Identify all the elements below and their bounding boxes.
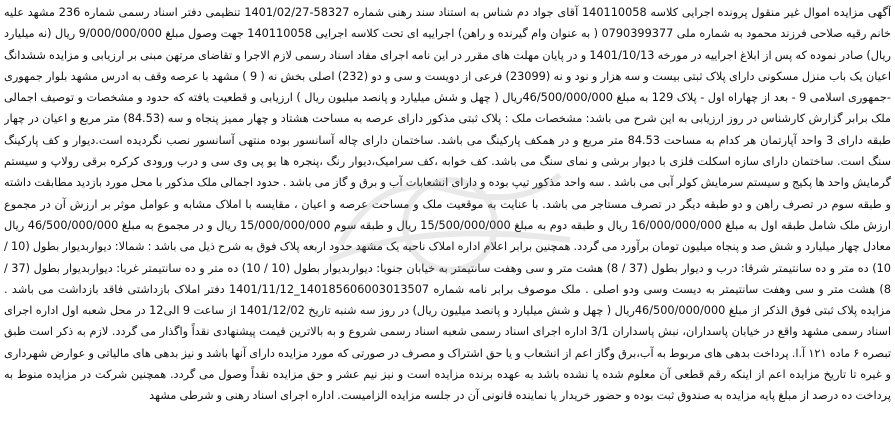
- auction-notice-text: آگهی مزایده اموال غیر منقول پرونده اجرایی کلاسه 140110058 آقای جواد دم شناس به استناد سند رهنی شماره 58327-1401/02/27 تنظیمی دفتر اسناد رسمی شماره 236 مشهد علیه خانم رقیه صلاحی فرزند محمود به شماره ملی 0790399377 ( به عنوان وام گیرنده و راهن) اجراییه ای تحت کلاسه اجرایی 140110058 جهت وصول مبلغ 9/000/000/000 ریال (نه میلیارد ریال) صادر نموده که پس از ابلاغ اجراییه در مورخه 1401/10/13 و در پایان مهلت های مقرر در این نامه اجرای مفاد اسناد رسمی لازم الاجرا و تقاضای مرتهن مبنی بر ارزیابی و مزایده ششدانگ اعیان یک باب منزل مسکونی دارای پلاک ثبتی بیست و سه هزار و نود و نه (23099) فرعی از دویست و سی و دو (232) اصلی بخش نه ( 9 ) مشهد با عرصه وقف به ادرس مشهد بلوار جمهوری -جمهوری اسلامی 9 - بعد از چهاراه اول - پلاک 129 به مبلغ 46/500/000/000ریال ( چهل و شش میلیارد و پانصد میلیون ریال ) ارزیابی و قطعیت یافته که حدود و مشخصات و توصیف اجمالی ملک برابر گزارش کارشناس در روز ارزیابی به این شرح می باشد: مشخصات ملک : پلاک ثبتی مذکور دارای عرصه به مساحت هشتاد و چهار ممیز پنجاه و سه (84.53) متر مربع و اعیان در چهار طبقه دارای 3 واحد آپارتمان هر کدام به مساحت 84.53 متر مربع و در همکف پارکینگ می باشد. ساختمان دارای چاله آسانسور بوده منتهی آسانسور نصب نگردیده است.دیوار و کف پارکینگ سنگ است. ساختمان دارای سازه اسکلت فلزی با دیوار برشی و نمای سنگ می باشد. کف خوابه ،کف سرامیک،دیوار رنگ ،پنجره ها یو پی وی سی و درب ورودی کرکره برقی رولاپ و سیستم گرمایش واحد ها پکیج و سیستم سرمایش کولر آبی می باشد . سه واحد مذکور تیپ بوده و دارای انشعابات آب و برق و گاز می باشد . حدود اجمالی ملک مذکور با محل مورد بازدید مطابقت داشته و طبقه سوم در تصرف راهن و دو طبقه دیگر در تصرف مستاجر می باشد. با عنایت به موقعیت ملک و مساحت عرصه و اعیان ، مقایسه با املاک مشابه و عوامل موثر بر ارزش آن در مجموع ارزش ملک شامل طبقه اول به مبلغ 16/000/000/000 ریال و طبقه دوم به مبلغ 15/500/000/000 ریال و طبقه سوم 15/000/000/000 ریال و در مجموع به مبلغ 46/500/000/000 ریال معادل چهار میلیارد و شش صد و پنجاه میلیون تومان برآورد می گردد. همچنین برابر اعلام اداره املاک ناحیه یک مشهد حدود اربعه پلاک فوق به شرح ذیل می باشد : شمالا: دیواربدیوار بطول (10 / 10) ده متر و ده سانتیمتر شرقا: درب و دیوار بطول (37 / 8) هشت متر و سی وهفت سانتیمتر به خیابان جنوبا: دیواربدیوار بطول (10 / 10) ده متر و ده سانتیمتر غربا: دیواربدیوار بطول (37 / 8) هشت متر و سی وهفت سانتیمتر به دیست وسی ودو اصلی . ملک موصوف برابر نامه شماره 140185606003013507_1401/11/12 دفتر املاک بازداشتی فاقد بازداشت می باشد . مزایده پلاک ثبتی فوق الذکر از مبلغ 46/500/000/000ریال ( چهل و شش میلیارد و پانصد میلیون ریال) در روز سه شنبه تاریخ 1401/12/02 از ساعت 9 الی12 در محل شعبه اول اداره اجرای اسناد رسمی مشهد واقع در خیابان پاسداران، نبش پاسداران 3/1 اداره اجرای اسناد رسمی شعبه اسناد رسمی شروع و به بالاترین قیمت پیشنهادی نقداً واگذار می گردد. لازم به ذکر است طبق تبصره ۶ ماده ۱۲۱ آ.ا. پرداخت بدهی های مربوط به آب،برق وگاز اعم از انشعاب و یا حق اشتراک و مصرف در صورتی که مورد مزایده دارای آنها باشد و نیز بدهی های مالیاتی و عوارض شهرداری و غیره تا تاریخ مزایده اعم از اینکه رقم قطعی آن معلوم شده یا نشده باشد به عهده برنده مزایده است و نیز نیم عشر و حق مزایده نقداً وصول می گردد. همچنین شرکت در مزایده منوط به پرداخت ده درصد از مبلغ پایه مزایده به صندوق ثبت بوده و حضور خریدار یا نماینده قانونی آن در جلسه مزایده الزامیست. اداره اجرای اسناد رهنی و شرطی مشهد: [4, 6, 891, 403]
